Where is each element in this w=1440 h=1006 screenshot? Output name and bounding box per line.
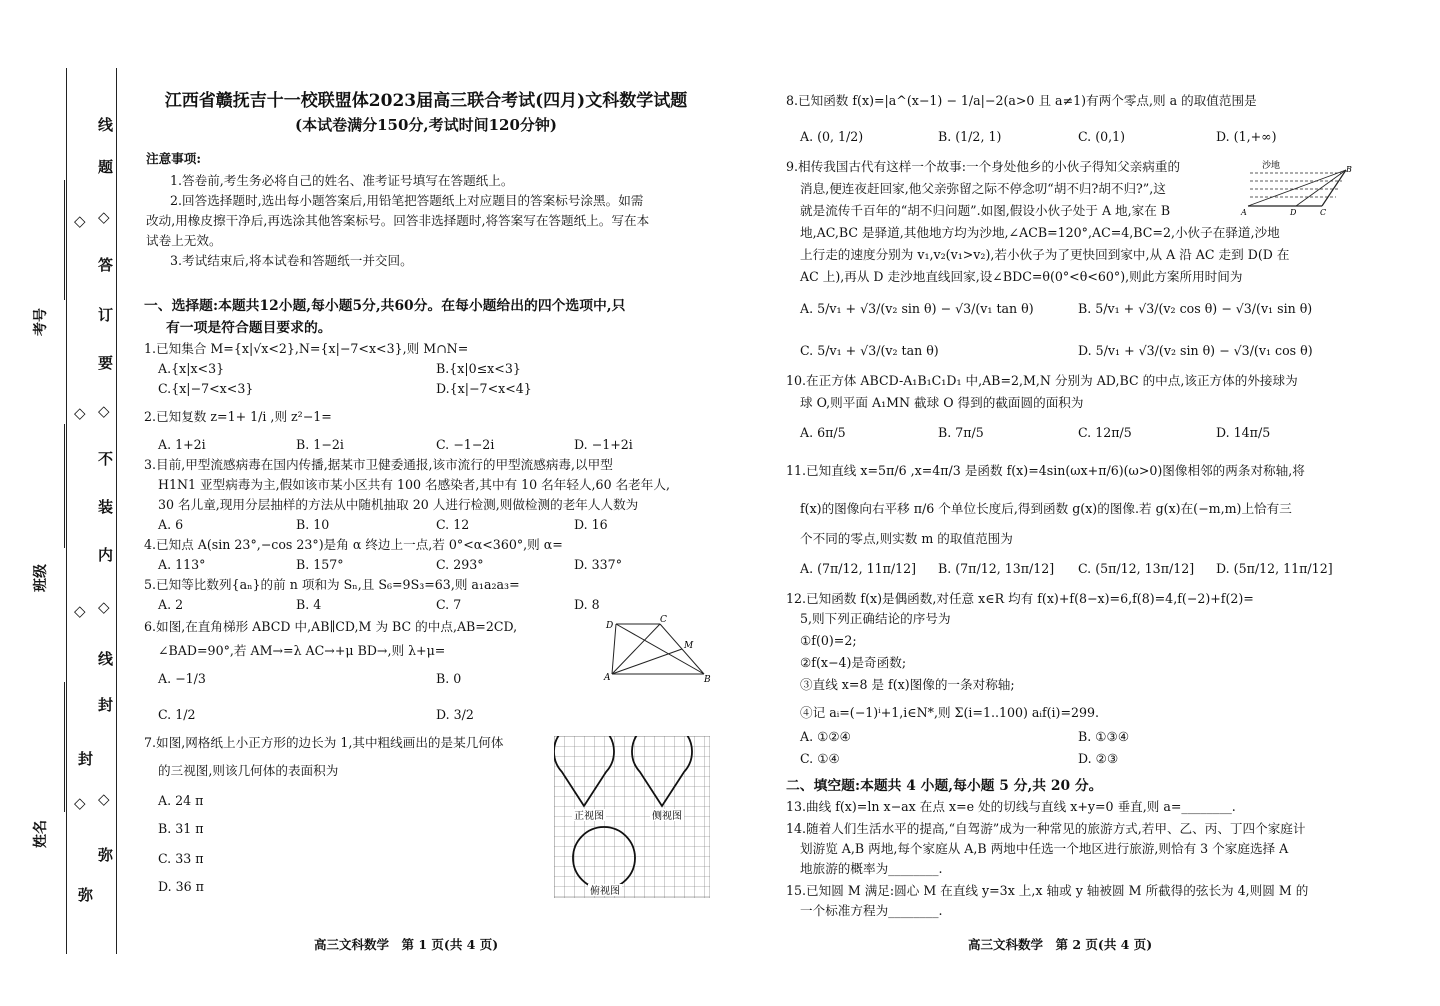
q5-option-d: D. 8 [574,597,600,612]
side-char: 封 [78,750,94,768]
q9-label-d: D [1290,208,1297,217]
q4-option-d: D. 337° [574,557,622,572]
q14-line: 地旅游的概率为________. [800,861,943,876]
q4-option-a: A. 113° [158,557,206,572]
diamond-icon: ◇ [74,794,86,812]
q12-statement: ③直线 x=8 是 f(x)图像的一条对称轴; [800,677,1015,692]
q8-stem: 8.已知函数 f(x)=|a^(x−1) − 1/a|−2(a>0 且 a≠1)有两个零点,则 a 的取值范围是 [786,93,1257,108]
q4-stem: 4.已知点 A(sin 23°,−cos 23°)是角 α 终边上一点,若 0°<α<360°,则 α= [144,537,563,552]
side-char: ◇ [98,402,110,420]
side-char: 答 [98,256,114,274]
q6-line: 6.如图,在直角梯形 ABCD 中,AB∥CD,M 为 BC 的中点,AB=2CD, [144,619,518,634]
q14-line: 14.随着人们生活水平的提高,“自驾游”成为一种常见的旅游方式,若甲、乙、丙、丁四个家庭计 [786,821,1306,836]
side-char: 要 [98,354,114,372]
q12-option-a: A. ①②④ [800,729,851,744]
q1-option-c: C.{x|−7<x<3} [158,381,254,396]
exam-title: 江西省赣抚吉十一校联盟体2023届高三联合考试(四月)文科数学试题 [164,91,688,111]
q12-statement: ④记 aᵢ=(−1)ⁱ+1,i∈N*,则 Σ(i=1..100) aᵢf(i)=299. [800,705,1100,720]
xingming-label: 姓名 [33,820,49,848]
side-char: 线 [98,116,114,134]
q5-option-b: B. 4 [296,597,322,612]
q12-line: 12.已知函数 f(x)是偶函数,对任意 x∈R 均有 f(x)+f(8−x)=6,f(8)=4,f(−2)+f(2)= [786,591,1254,606]
q6-label-m: M [684,641,694,651]
q6-label-c: C [660,615,667,625]
q12-statement: ②f(x−4)是奇函数; [800,655,907,670]
q11-option-d: D. (5π/12, 11π/12] [1216,561,1333,576]
q6-label-a: A [604,673,611,683]
q7-option-a: A. 24 π [158,793,204,808]
q6-label-b: B [704,675,711,684]
section1-heading: 一、选择题:本题共12小题,每小题5分,共60分。在每小题给出的四个选项中,只 [144,298,626,314]
q9-option-a: A. 5/v₁ + √3/(v₂ sin θ) − √3/(v₁ tan θ) [800,301,1034,316]
q3-option-a: A. 6 [158,517,184,532]
q8-option-d: D. (1,+∞) [1216,129,1277,144]
notes-line: 改动,用橡皮擦干净后,再选涂其他答案标号。回答非选择题时,将答案写在答题纸上。写在本 [146,213,650,228]
q7-top-view-label: 俯视图 [590,886,620,897]
q3-line: 3.目前,甲型流感病毒在国内传播,据某市卫健委通报,该市流行的甲型流感病毒,以甲型 [144,457,613,472]
q6-label-d: D [606,621,614,631]
exam-subtitle: (本试卷满分150分,考试时间120分钟) [294,116,558,134]
footer-page-1: 高三文科数学 第 1 页(共 4 页) [314,937,499,952]
diamond-icon: ◇ [74,602,86,620]
kaohao-blank [64,180,65,300]
kaohao-label: 考号 [33,308,49,336]
q3-option-b: B. 10 [296,517,330,532]
q5-option-c: C. 7 [436,597,462,612]
q10-option-d: D. 14π/5 [1216,425,1271,440]
side-char: ◇ [98,598,110,616]
q6-line: ∠BAD=90°,若 AM→=λ AC→+μ BD→,则 λ+μ= [158,643,446,658]
q8-option-a: A. (0, 1/2) [800,129,864,144]
side-char: 线 [98,650,114,668]
q12-option-b: B. ①③④ [1078,729,1130,744]
q2-option-d: D. −1+2i [574,437,633,452]
q11-option-c: C. (5π/12, 13π/12] [1078,561,1195,576]
q12-line: 5,则下列正确结论的序号为 [800,611,951,626]
q4-option-c: C. 293° [436,557,484,572]
notes-heading: 注意事项: [146,151,202,166]
q9-line: 上行走的速度分别为 v₁,v₂(v₁>v₂),若小伙子为了更快回到家中,从 A 沿 AC 走到 D(D 在 [800,247,1290,262]
q9-sand-figure [1240,158,1354,218]
q9-line: AC 上),再从 D 走沙地直线回家,设∠BDC=θ(0°<θ<60°),则此方案所用时间为 [800,269,1243,284]
q8-option-b: B. (1/2, 1) [938,129,1002,144]
q10-option-b: B. 7π/5 [938,425,984,440]
q1-option-b: B.{x|0≤x<3} [436,361,521,376]
q1-option-d: D.{x|−7<x<4} [436,381,532,396]
diamond-icon: ◇ [74,404,86,422]
side-char: 不 [98,450,114,468]
q9-option-b: B. 5/v₁ + √3/(v₂ cos θ) − √3/(v₁ sin θ) [1078,301,1313,316]
side-char: ◇ [98,790,110,808]
q7-side-view-label: 侧视图 [652,811,682,822]
q7-front-view-label: 正视图 [574,811,604,822]
q6-option-b: B. 0 [436,671,462,686]
q9-option-d: D. 5/v₁ + √3/(v₂ sin θ) − √3/(v₁ cos θ) [1078,343,1313,358]
q9-label-c: C [1320,208,1327,217]
q1-option-a: A.{x|x<3} [158,361,225,376]
q10-option-c: C. 12π/5 [1078,425,1132,440]
q8-option-c: C. (0,1) [1078,129,1126,144]
banji-label: 班级 [33,564,49,592]
q9-line: 消息,便连夜赶回家,他父亲弥留之际不停念叨“胡不归?胡不归?”,这 [800,181,1166,196]
q9-label-sand: 沙地 [1262,161,1281,171]
xingming-blank [64,682,65,812]
q14-line: 划游览 A,B 两地,每个家庭从 A,B 两地中任选一个地区进行旅游,则恰有 3 个家庭选择 A [800,841,1289,856]
q7-line: 7.如图,网格纸上小正方形的边长为 1,其中粗线画出的是某几何体 [144,735,504,750]
banji-blank [64,424,65,548]
q7-option-c: C. 33 π [158,851,204,866]
q6-option-a: A. −1/3 [158,671,206,686]
q10-line: 球 O,则平面 A₁MN 截球 O 得到的截面圆的面积为 [800,395,1084,410]
q15-line: 15.已知圆 M 满足:圆心 M 在直线 y=3x 上,x 轴或 y 轴被圆 M 所截得的弦长为 4,则圆 M 的 [786,883,1309,898]
q7-three-views-figure [554,736,710,898]
side-char: 题 [98,158,114,176]
binding-strip [0,0,140,1006]
q3-option-c: C. 12 [436,517,470,532]
q11-option-b: B. (7π/12, 13π/12] [938,561,1055,576]
binding-line-inner [116,68,117,954]
q3-line: H1N1 亚型病毒为主,假如该市某小区共有 100 名感染者,其中有 10 名年轻人,60 名老年人, [158,477,670,492]
q9-line: 9.相传我国古代有这样一个故事:一个身处他乡的小伙子得知父亲病重的 [786,159,1181,174]
notes-line: 2.回答选择题时,选出每小题答案后,用铅笔把答题纸上对应题目的答案标号涂黑。如需 [170,193,644,208]
q7-line: 的三视图,则该几何体的表面积为 [158,763,339,778]
diamond-icon: ◇ [74,212,86,230]
section2-heading: 二、填空题:本题共 4 小题,每小题 5 分,共 20 分。 [786,778,1103,794]
q2-option-b: B. 1−2i [296,437,344,452]
q5-option-a: A. 2 [158,597,184,612]
q2-stem: 2.已知复数 z=1+ 1/i ,则 z²−1= [144,409,332,424]
side-char: ◇ [98,208,110,226]
q9-line: 地,AC,BC 是驿道,其他地方均为沙地,∠ACB=120°,AC=4,BC=2,小伙子在驿道,沙地 [800,225,1280,240]
notes-line: 1.答卷前,考生务必将自己的姓名、准考证号填写在答题纸上。 [170,173,514,188]
side-char: 弥 [98,846,114,864]
q12-statement: ①f(0)=2; [800,633,857,648]
q9-line: 就是流传千百年的“胡不归问题”.如图,假设小伙子处于 A 地,家在 B [800,203,1171,218]
q10-option-a: A. 6π/5 [800,425,846,440]
q2-option-a: A. 1+2i [158,437,206,452]
q10-line: 10.在正方体 ABCD-A₁B₁C₁D₁ 中,AB=2,M,N 分别为 AD,BC 的中点,该正方体的外接球为 [786,373,1298,388]
q3-option-d: D. 16 [574,517,608,532]
side-char: 封 [98,696,114,714]
notes-line: 3.考试结束后,将本试卷和答题纸一并交回。 [170,253,413,268]
section1-heading-cont: 有一项是符合题目要求的。 [166,320,332,336]
q1-stem: 1.已知集合 M={x|√x<2},N={x|−7<x<3},则 M∩N= [144,341,469,356]
side-char: 内 [98,546,114,564]
binding-line-outer [66,68,67,954]
q9-option-c: C. 5/v₁ + √3/(v₂ tan θ) [800,343,939,358]
q12-option-d: D. ②③ [1078,751,1119,766]
q9-label-b: B [1346,165,1352,174]
q11-line: 个不同的零点,则实数 m 的取值范围为 [800,531,1013,546]
q6-trapezoid-figure [600,614,712,684]
q2-option-c: C. −1−2i [436,437,495,452]
q6-option-d: D. 3/2 [436,707,474,722]
q12-option-c: C. ①④ [800,751,840,766]
q15-line: 一个标准方程为________. [800,903,943,918]
q4-option-b: B. 157° [296,557,344,572]
q11-line: 11.已知直线 x=5π/6 ,x=4π/3 是函数 f(x)=4sin(ωx+π/6)(ω>0)图像相邻的两条对称轴,将 [786,463,1305,478]
q11-line: f(x)的图像向右平移 π/6 个单位长度后,得到函数 g(x)的图像.若 g(x)在(−m,m)上恰有三 [800,501,1292,516]
q7-option-b: B. 31 π [158,821,204,836]
side-char: 装 [98,498,114,516]
q13-stem: 13.曲线 f(x)=ln x−ax 在点 x=e 处的切线与直线 x+y=0 垂直,则 a=________. [786,799,1236,814]
q9-label-a: A [1241,208,1247,217]
footer-page-2: 高三文科数学 第 2 页(共 4 页) [968,937,1153,952]
q7-option-d: D. 36 π [158,879,204,894]
side-char: 订 [98,306,114,324]
q11-option-a: A. (7π/12, 11π/12] [800,561,917,576]
side-char: 弥 [78,886,94,904]
q5-stem: 5.已知等比数列{aₙ}的前 n 项和为 Sₙ,且 S₆=9S₃=63,则 a₁a₂a₃= [144,577,520,592]
q3-line: 30 名儿童,现用分层抽样的方法从中随机抽取 20 人进行检测,则做检测的老年人人数为 [158,497,639,512]
notes-line: 试卷上无效。 [146,233,222,248]
q6-option-c: C. 1/2 [158,707,196,722]
